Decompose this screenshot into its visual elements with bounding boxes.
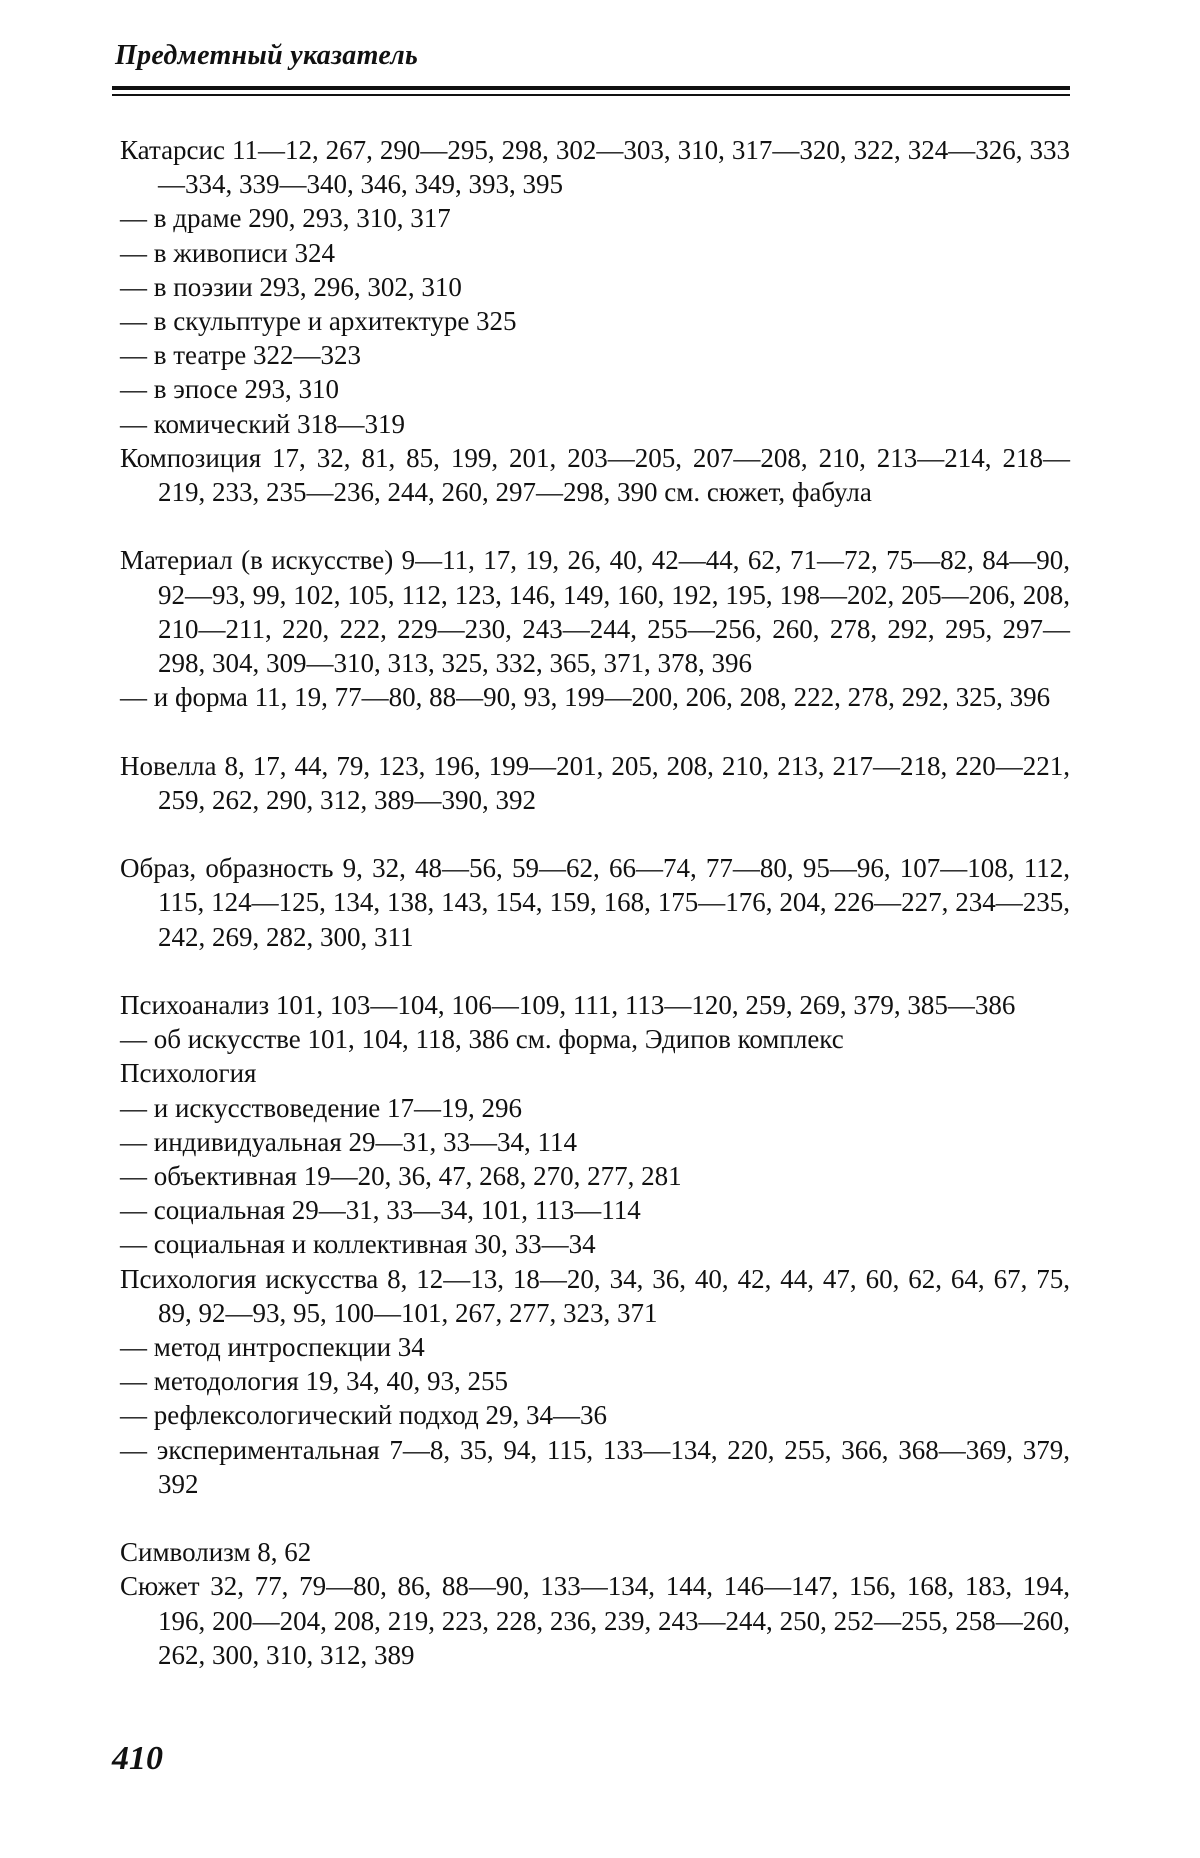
page-number: 410 bbox=[112, 1740, 163, 1777]
header-rule-thin bbox=[112, 94, 1070, 96]
subject-index bbox=[120, 133, 1070, 1672]
index-subentry: — рефлексологический подход 29, 34—36 bbox=[120, 1400, 607, 1431]
index-entry: Психология искусства 8, 12—13, 18—20, 34, 36, 40, 42, 44, 47, 60, 62, 64, 67, 75, 89, 92—93, 95, 100—101, 267, 277, 323, 371 bbox=[120, 1263, 1070, 1328]
index-entry: Сюжет 32, 77, 79—80, 86, 88—90, 133—134, 144, 146—147, 156, 168, 183, 194, 196, 200—204, 208, 219, 223, 228, 236, 239, 243—244, 250, 252—255, 258—260, 262, 300, 310, 312, 389 bbox=[120, 1571, 1070, 1670]
index-subentry: — в поэзии 293, 296, 302, 310 bbox=[120, 271, 462, 302]
header-rule-thick bbox=[112, 86, 1070, 90]
index-subentry: — об искусстве 101, 104, 118, 386 см. форма, Эдипов комплекс bbox=[120, 1024, 844, 1055]
index-subentry: — в драме 290, 293, 310, 317 bbox=[120, 203, 451, 234]
index-subentry: — в эпосе 293, 310 bbox=[120, 374, 340, 405]
index-subentry: — индивидуальная 29—31, 33—34, 114 bbox=[120, 1126, 578, 1157]
entry-gap bbox=[120, 1501, 1070, 1535]
index-subentry: — метод интроспекции 34 bbox=[120, 1332, 425, 1363]
entry-gap bbox=[120, 509, 1070, 543]
index-subentry: — и форма 11, 19, 77—80, 88—90, 93, 199—200, 206, 208, 222, 278, 292, 325, 396 bbox=[120, 682, 1051, 713]
running-head: Предметный указатель bbox=[115, 40, 419, 71]
index-subentry: — методология 19, 34, 40, 93, 255 bbox=[120, 1366, 509, 1397]
index-subentry: — в живописи 324 bbox=[120, 237, 335, 268]
entry-gap bbox=[120, 954, 1070, 988]
index-subentry: — комический 318—319 bbox=[120, 408, 406, 439]
index-entry: Композиция 17, 32, 81, 85, 199, 201, 203—205, 207—208, 210, 213—214, 218—219, 233, 235—236, 244, 260, 297—298, 390 см. сюжет, фабула bbox=[120, 442, 1070, 508]
index-subentry: — и искусствоведение 17—19, 296 bbox=[120, 1092, 523, 1123]
index-entry: Психология bbox=[120, 1058, 257, 1089]
index-subentry: — социальная 29—31, 33—34, 101, 113—114 bbox=[120, 1195, 641, 1226]
index-subentry: — социальная и коллективная 30, 33—34 bbox=[120, 1229, 596, 1260]
entry-gap bbox=[120, 714, 1070, 748]
index-entry: Материал (в искусстве) 9—11, 17, 19, 26, 40, 42—44, 62, 71—72, 75—82, 84—90, 92—93, 99, 102, 105, 112, 123, 146, 149, 160, 192, 195, 198—202, 205—206, 208, 210—211, 220, 222, 229—230, 243—244, 255—256, 260, 278, 292, 295, 297—298, 304, 309—310, 313, 325, 332, 365, 371, 378, 396 bbox=[120, 545, 1070, 679]
index-entry: Новелла 8, 17, 44, 79, 123, 196, 199—201, 205, 208, 210, 213, 217—218, 220—221, 259, 262, 290, 312, 389—390, 392 bbox=[120, 750, 1070, 815]
index-subentry: — экспериментальная 7—8, 35, 94, 115, 133—134, 220, 255, 366, 368—369, 379, 392 bbox=[120, 1434, 1070, 1499]
index-entry: Символизм 8, 62 bbox=[120, 1537, 312, 1568]
index-entry: Образ, образность 9, 32, 48—56, 59—62, 66—74, 77—80, 95—96, 107—108, 112, 115, 124—125, 134, 138, 143, 154, 159, 168, 175—176, 204, 226—227, 234—235, 242, 269, 282, 300, 311 bbox=[120, 853, 1070, 952]
entry-gap bbox=[120, 817, 1070, 851]
index-entry: Катарсис 11—12, 267, 290—295, 298, 302—303, 310, 317—320, 322, 324—326, 333—334, 339—340, 346, 349, 393, 395 bbox=[120, 135, 1070, 200]
index-subentry: — в театре 322—323 bbox=[120, 340, 362, 371]
index-subentry: — в скульптуре и архитектуре 325 bbox=[120, 306, 517, 337]
index-subentry: — объективная 19—20, 36, 47, 268, 270, 277, 281 bbox=[120, 1161, 682, 1192]
index-entry: Психоанализ 101, 103—104, 106—109, 111, 113—120, 259, 269, 379, 385—386 bbox=[120, 990, 1016, 1021]
